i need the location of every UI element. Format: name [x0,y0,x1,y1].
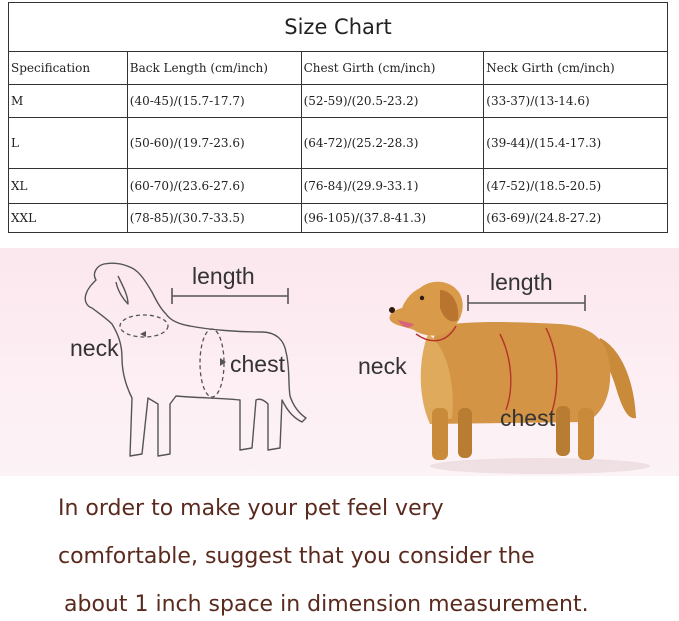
back-length-cell: (78-85)/(30.7-33.5) [127,204,301,233]
measurement-illustration [0,248,679,476]
left-neck-arrow-icon [140,331,146,337]
chest-girth-cell: (76-84)/(29.9-33.1) [301,169,484,204]
right-length-indicator [468,295,585,311]
size-cell: M [9,85,128,118]
size-cell: XL [9,169,128,204]
size-cell: XXL [9,204,128,233]
chest-girth-cell: (52-59)/(20.5-23.2) [301,85,484,118]
size-chart-title: Size Chart [9,3,668,52]
size-chart-table [8,2,668,233]
table-row [9,204,668,233]
size-cell: L [9,118,128,169]
left-chest-arrow-icon [220,358,226,366]
table-header-row [9,52,668,85]
right-length-label: length [490,269,553,295]
measurement-diagram [0,248,679,476]
left-length-label: length [192,263,255,289]
neck-girth-cell: (63-69)/(24.8-27.2) [484,204,668,233]
table-row [9,169,668,204]
back-length-cell: (40-45)/(15.7-17.7) [127,85,301,118]
note-line-1: In order to make your pet feel very [58,496,444,521]
chest-girth-cell: (64-72)/(25.2-28.3) [301,118,484,169]
left-neck-label: neck [70,335,119,361]
note-line-3: about 1 inch space in dimension measurement. [64,592,589,617]
neck-girth-cell: (33-37)/(13-14.6) [484,85,668,118]
note-line-2: comfortable, suggest that you consider the [58,544,535,569]
left-chest-label: chest [230,351,285,377]
back-length-cell: (50-60)/(19.7-23.6) [127,118,301,169]
header-back-length: Back Length (cm/inch) [127,52,301,85]
header-neck-girth: Neck Girth (cm/inch) [484,52,668,85]
header-specification: Specification [9,52,128,85]
chest-girth-cell: (96-105)/(37.8-41.3) [301,204,484,233]
table-row [9,118,668,169]
back-length-cell: (60-70)/(23.6-27.6) [127,169,301,204]
neck-girth-cell: (47-52)/(18.5-20.5) [484,169,668,204]
dog-ear-path [116,276,128,304]
golden-retriever-illustration [389,282,650,474]
table-title-row [9,3,668,52]
right-chest-label: chest [500,405,555,431]
header-chest-girth: Chest Girth (cm/inch) [301,52,484,85]
table-row [9,85,668,118]
left-length-indicator [172,288,288,304]
right-neck-label: neck [358,353,407,379]
neck-girth-cell: (39-44)/(15.4-17.3) [484,118,668,169]
